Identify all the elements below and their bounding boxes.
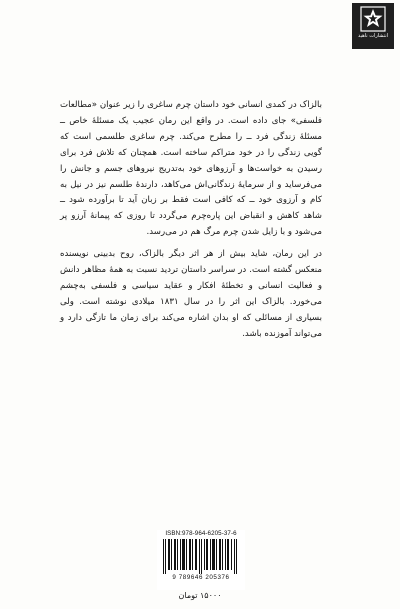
publisher-name: انتشارات ناهید <box>357 33 389 39</box>
price-label: ۱۵۰۰۰ تومان <box>178 591 222 600</box>
star-emblem-icon <box>360 6 386 32</box>
barcode-bars <box>161 539 241 574</box>
publisher-logo <box>352 3 394 49</box>
barcode-number: 9 789646 205376 <box>172 574 230 581</box>
barcode-block <box>157 530 245 590</box>
blurb-paragraph-2: در این رمان، شاید بیش از هر اثر دیگر بالزاک، روح بدبینی نویسنده منعکس گشته است. در سراسر داستان تردید نسبت به همهٔ مظاهر دانش و فعالیت انسانی و تخطئهٔ افکار و عقاید سیاسی و فلسفی به‌چشم می‌خورد. بالزاک این اثر را در سال ۱۸۳۱ میلادی نوشته است. ولی بسیاری از مسائلی که او بدان اشاره می‌کند برای زمان ما تازگی دارد و می‌تواند آموزنده باشد. <box>60 249 322 339</box>
blurb-text <box>60 98 322 349</box>
blurb-paragraph-1: بالزاک در کمدی انسانی خود داستان چرم ساغری را زیر عنوان «مطالعات فلسفی» جای داده است. در واقع این رمان عجیب یک مسئلهٔ خاص ــ مسئلهٔ زندگی فرد ــ را مطرح می‌کند. چرم ساغری طلسمی است که گویی زندگی را در خود متراکم ساخته است. همچنان که تلاش فرد برای رسیدن به خواست‌ها و آرزوهای خود به‌تدریج نیروهای جسم و جانش را می‌فرساید و از سرمایهٔ زندگانی‌اش می‌کاهد، دارندهٔ طلسم نیز در نیل به کام و آرزوی خود ــ که کافی است فقط بر زبان آید تا برآورده شود ــ شاهد کاهش و انقباض این پاره‌چرم می‌گردد تا روزی که پیمانهٔ آرزو پر می‌شود و با زایل شدن چرم مرگ هم در می‌رسد. <box>60 100 322 238</box>
isbn-label: ISBN:978-964-6205-37-6 <box>165 530 237 537</box>
